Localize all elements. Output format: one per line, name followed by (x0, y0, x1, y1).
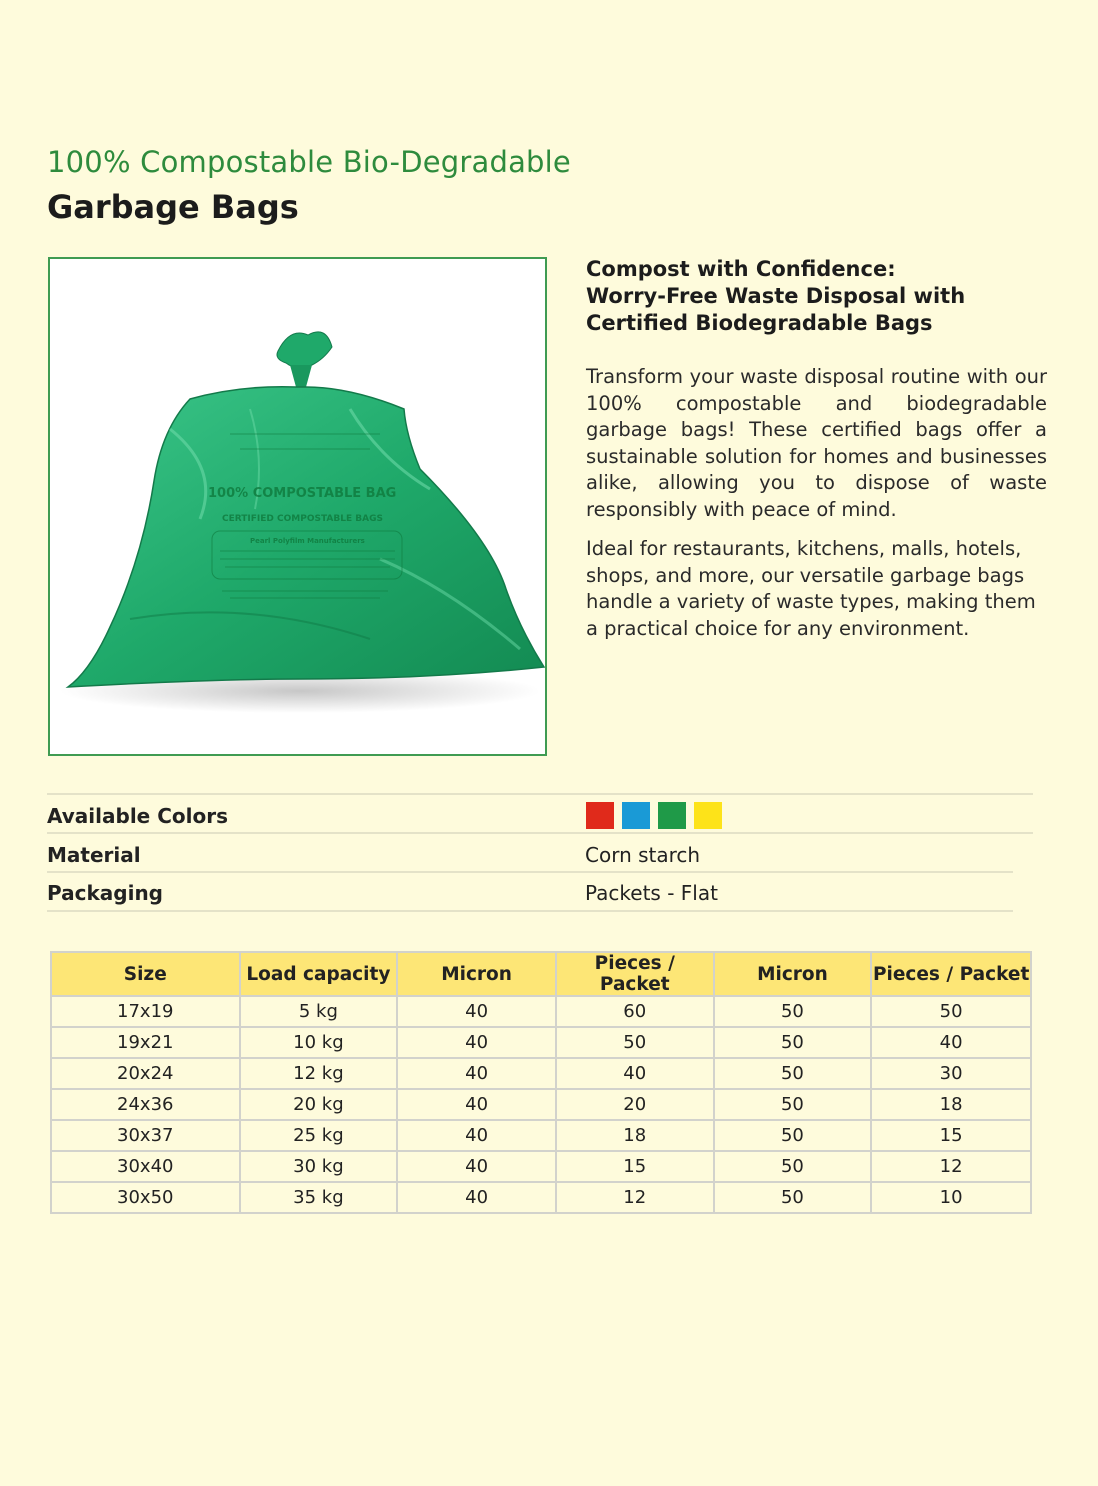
cell-pieces: 50 (556, 1027, 714, 1058)
bag-print-line: CERTIFIED COMPOSTABLE BAGS (222, 514, 383, 524)
color-swatch-green (658, 802, 686, 829)
cell-micron: 40 (397, 1151, 556, 1182)
bag-print-line: 100% COMPOSTABLE BAG (208, 486, 397, 501)
divider (47, 793, 1033, 795)
cell-pieces: 15 (556, 1151, 714, 1182)
cell-pieces: 20 (556, 1089, 714, 1120)
product-title: Garbage Bags (47, 188, 299, 226)
column-header-micron: Micron (397, 952, 556, 996)
spec-label-packaging: Packaging (47, 881, 163, 905)
cell-pieces: 40 (871, 1027, 1031, 1058)
table-header-row (51, 952, 1031, 996)
spec-row-colors (47, 796, 1033, 834)
intro-headline (586, 256, 1056, 337)
cell-size: 17x19 (51, 996, 240, 1027)
spec-label-material: Material (47, 843, 141, 867)
table-row (51, 996, 1031, 1027)
cell-micron: 40 (397, 1120, 556, 1151)
spec-row-material (47, 835, 1033, 873)
column-header-micron: Micron (714, 952, 872, 996)
table-row (51, 1058, 1031, 1089)
cell-pieces: 12 (871, 1151, 1031, 1182)
column-header-size: Size (51, 952, 240, 996)
intro-headline-line2: Worry-Free Waste Disposal with Certified Biodegradable Bags (586, 284, 966, 335)
cell-pieces: 10 (871, 1182, 1031, 1213)
color-swatch-yellow (694, 802, 722, 829)
table-row (51, 1027, 1031, 1058)
bag-print-line: Pearl Polyfilm Manufacturers (250, 537, 365, 545)
table-row (51, 1120, 1031, 1151)
product-image (48, 257, 547, 756)
intro-paragraph-1: Transform your waste disposal routine with our 100% compostable and biodegradable garbage bags! These certified bags offer a sustainable solution for homes and businesses alike, allowing you to dispose of waste responsibly with peace of mind. (586, 365, 1047, 521)
cell-pieces: 15 (871, 1120, 1031, 1151)
cell-pieces: 18 (871, 1089, 1031, 1120)
cell-load: 12 kg (240, 1058, 398, 1089)
table-row (51, 1089, 1031, 1120)
color-swatch-blue (622, 802, 650, 829)
product-subtitle: 100% Compostable Bio-Degradable (47, 145, 571, 179)
cell-micron: 40 (397, 1089, 556, 1120)
spec-value-material: Corn starch (585, 843, 701, 867)
cell-micron: 50 (714, 1120, 872, 1151)
cell-pieces: 40 (556, 1058, 714, 1089)
cell-pieces: 50 (871, 996, 1031, 1027)
cell-pieces: 60 (556, 996, 714, 1027)
size-table (50, 951, 1032, 1214)
cell-size: 19x21 (51, 1027, 240, 1058)
intro-headline-line1: Compost with Confidence: (586, 257, 896, 281)
cell-pieces: 12 (556, 1182, 714, 1213)
cell-micron: 50 (714, 996, 872, 1027)
cell-load: 5 kg (240, 996, 398, 1027)
cell-micron: 40 (397, 1182, 556, 1213)
spec-label-colors: Available Colors (47, 804, 228, 828)
cell-micron: 40 (397, 1027, 556, 1058)
table-row (51, 1151, 1031, 1182)
cell-pieces: 18 (556, 1120, 714, 1151)
column-header-load-capacity: Load capacity (240, 952, 398, 996)
intro-paragraph-2: Ideal for restaurants, kitchens, malls, hotels, shops, and more, our versatile garbage bags handle a variety of waste types, making them a practical choice for any environment. (586, 537, 1036, 640)
cell-micron: 50 (714, 1182, 872, 1213)
cell-load: 30 kg (240, 1151, 398, 1182)
cell-micron: 50 (714, 1027, 872, 1058)
cell-micron: 50 (714, 1151, 872, 1182)
cell-size: 30x50 (51, 1182, 240, 1213)
column-header-pieces-per-packet: Pieces / Packet (871, 952, 1031, 996)
cell-size: 30x40 (51, 1151, 240, 1182)
column-header-pieces-per-packet: Pieces / Packet (556, 952, 714, 996)
spec-row-packaging (47, 873, 1033, 911)
cell-micron: 40 (397, 1058, 556, 1089)
color-swatch-red (586, 802, 614, 829)
table-row (51, 1182, 1031, 1213)
cell-micron: 50 (714, 1089, 872, 1120)
cell-load: 25 kg (240, 1120, 398, 1151)
cell-size: 30x37 (51, 1120, 240, 1151)
cell-load: 10 kg (240, 1027, 398, 1058)
cell-micron: 50 (714, 1058, 872, 1089)
spec-value-packaging: Packets - Flat (585, 881, 718, 905)
cell-load: 20 kg (240, 1089, 398, 1120)
cell-micron: 40 (397, 996, 556, 1027)
cell-size: 24x36 (51, 1089, 240, 1120)
cell-pieces: 30 (871, 1058, 1031, 1089)
green-garbage-bag-picture (50, 259, 545, 754)
cell-size: 20x24 (51, 1058, 240, 1089)
cell-load: 35 kg (240, 1182, 398, 1213)
color-swatches (586, 802, 722, 829)
